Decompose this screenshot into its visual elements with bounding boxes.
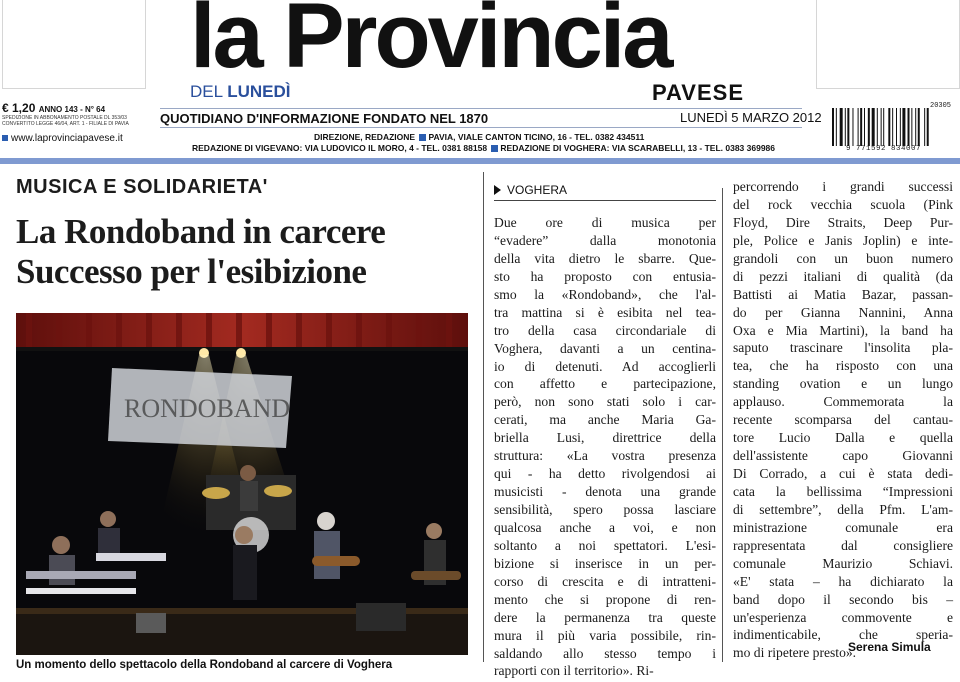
text-line: io di detenuti. Ad accoglierli [494,358,716,374]
text-line: cata la bellissima “Impressioni [733,483,953,499]
tagline: QUOTIDIANO D'INFORMAZIONE FONDATO NEL 1870 [160,111,489,126]
text-line: musicisti - denota una grande [494,484,716,500]
text-line: recente scomparsa del cantau- [733,412,953,428]
barcode-bar [872,108,875,146]
text-line: della vita dietro le sbarre. Que- [494,250,716,266]
subtitle-lunedi: LUNEDÌ [227,82,291,101]
text-line: «E' stata – ha dichiarato la [733,573,953,589]
address-line-1 [314,132,644,142]
issue-number: ANNO 143 - N° 64 [38,105,106,114]
text-line: dere la permanenza tra queste [494,609,716,625]
text-line: indimenticabile, che speria- [733,627,953,643]
barcode-bar [924,108,925,146]
text-line: tore Lucio Dalla e quella [733,430,953,446]
barcode-bar [911,108,912,146]
barcode-bar [915,108,916,146]
text-line: cerati, ma anche Maria Ga- [494,412,716,428]
text-line: ple, Police e Janis Joplin) e inte- [733,232,953,248]
text-line: di settembre”, della Pfm. L'am- [733,501,953,517]
text-line: qualcosa anche a voi, e non [494,519,716,535]
text-line: briella Lusi, direttrice della [494,430,716,446]
text-line: Oxa e Mia Martini), la band ha [733,322,953,338]
text-line: comunale Maurizio Schiavi. [733,555,953,571]
square-bullet-icon [491,145,498,152]
headline-line-1: La Rondoband in carcere [16,212,386,251]
barcode-bar [852,108,853,146]
text-line: ministrazione comunale era [733,519,953,535]
masthead-pavese: PAVESE [652,80,744,105]
barcode-bar [847,108,849,146]
barcode-bar [836,108,837,146]
masthead-blue-bar [0,158,960,164]
text-line: Di Corrado, a cui è stata dedi- [733,466,953,481]
article-headline [16,212,486,292]
barcode-bar [888,108,890,146]
text-line: Voghera, davanti a un centina- [494,340,716,356]
address-direzione: DIREZIONE, REDAZIONE [314,132,416,142]
column-separator-1 [483,172,484,662]
subtitle-del: DEL [190,82,223,101]
text-line: però, non sono stati solo i car- [494,394,716,410]
text-line: band dopo il secondo bis – [733,591,953,607]
text-line: percorrendo i grandi successi [733,179,953,194]
barcode-bar [902,108,905,146]
article-column-2 [733,178,953,662]
text-line: Battisti ai Matia Bazar, passan- [733,286,953,302]
text-line: mento che si propone di ren- [494,591,716,607]
barcode-bar [927,108,929,146]
text-line: sto ha proposto con entusia- [494,268,716,284]
banner-text: RONDOBAND [124,394,291,423]
text-line: Due ore di musica per [494,215,716,230]
concert-photo-illustration [16,313,468,655]
left-ear-box [2,0,146,89]
barcode-bar [840,108,843,146]
text-line: saputo trascinare l'insolita pla- [733,340,953,356]
article-column-1 [494,214,716,680]
photo-caption: Un momento dello spettacolo della Rondoband al carcere di Voghera [16,659,393,671]
address-pavia: PAVIA, VIALE CANTON TICINO, 16 - TEL. 0382 434511 [428,132,645,142]
section-kicker: MUSICA E SOLIDARIETA' [16,176,268,198]
text-line: rappresentata dal consigliere [733,537,953,553]
concert-photo [16,313,468,655]
barcode-bar [845,108,846,146]
text-line: do per Gianna Nannini, Anna [733,304,953,320]
column-separator-2 [722,188,723,662]
text-line: mo di ripetere presto». [733,645,857,661]
barcode-bar [832,108,834,146]
location-text: VOGHERA [507,183,568,197]
text-line: dell'assistente capo Giovanni [733,448,953,464]
text-line: “evadere” dalla monotonia [494,232,716,248]
address-vigevano: REDAZIONE DI VIGEVANO: VIA LUDOVICO IL MORO, 4 - TEL. 0381 88158 [192,143,488,153]
barcode-bar [858,108,859,146]
text-line: mura il più varia possibile, rin- [494,627,716,643]
barcode-bar [881,108,882,146]
text-line: con affetto e partecipazione, [494,376,716,392]
barcode-bar [908,108,910,146]
masthead-logo: la Provincia [190,0,671,87]
text-line: smo la «Rondoband», che l'al- [494,286,716,302]
barcode-bar [883,108,884,146]
text-line: di pezzi italiani di qualità (da [733,268,953,284]
square-bullet-icon [419,134,426,141]
text-line: bizione si inserisce in un per- [494,555,716,571]
barcode-bar [892,108,893,146]
text-line: Floyd, Dire Straits, Deep Pur- [733,214,953,230]
text-line: applauso. Commemorata la [733,394,953,410]
text-line: saldando allo stesso tempo i [494,645,716,661]
barcode-bar [918,108,920,146]
triangle-bullet-icon [494,185,501,195]
price: € 1,20 [2,101,36,115]
barcode-number: 9 771592 834007 [846,145,922,153]
text-line: tra mattina si è esibita nel tea- [494,304,716,320]
text-line: qui - ha detto rivolgendosi ai [494,466,716,482]
address-line-2 [192,143,775,153]
right-ear-box [816,0,960,89]
text-line: del rock vecchia scuola (Pink [733,196,953,212]
text-line: tro della casa circondariale di [494,322,716,338]
issue-date: LUNEDÌ 5 MARZO 2012 [680,110,822,125]
text-line: grandoli con un buon numero [733,250,953,266]
text-line: soltanto a noi spettatori. L'esi- [494,537,716,553]
website-text: www.laprovinciapavese.it [11,133,123,144]
text-line: rapporti con il territorio». Ri- [494,663,654,679]
text-line: un'esperienza commovente e [733,609,953,625]
website-link[interactable] [2,133,123,144]
header-rule-top [160,108,802,109]
barcode-bar [896,108,897,146]
text-line: struttura: «La vostra presenza [494,448,716,464]
barcode-bar [864,108,865,146]
barcode-bar [868,108,870,146]
text-line: standing ovation e un lungo [733,376,953,392]
barcode-bar [877,108,878,146]
location-dateline [494,183,716,201]
price-block [2,101,105,115]
square-bullet-icon [2,135,8,141]
header-rule-bottom [160,127,802,128]
article-byline: Serena Simula [848,640,931,654]
headline-line-2: Successo per l'esibizione [16,252,367,291]
barcode-bar [900,108,901,146]
barcode-bar [860,108,862,146]
issn-supplement: 20305 [930,102,952,110]
text-line: corso di crescita e di intratteni- [494,573,716,589]
postal-info: SPEDIZIONE IN ABBONAMENTO POSTALE DL 353/03 CONVERTITO LEGGE 46/04, ART. 1 - FILIALE DI PAVIA [2,115,129,127]
barcode-icon [832,108,960,146]
address-voghera: REDAZIONE DI VOGHERA: VIA SCARABELLI, 13 - TEL. 0383 369986 [500,143,776,153]
text-line: tea, che ha risposto con una [733,358,953,374]
masthead-subtitle [190,82,290,102]
text-line: sensibilità, spero possa lasciare [494,502,716,517]
